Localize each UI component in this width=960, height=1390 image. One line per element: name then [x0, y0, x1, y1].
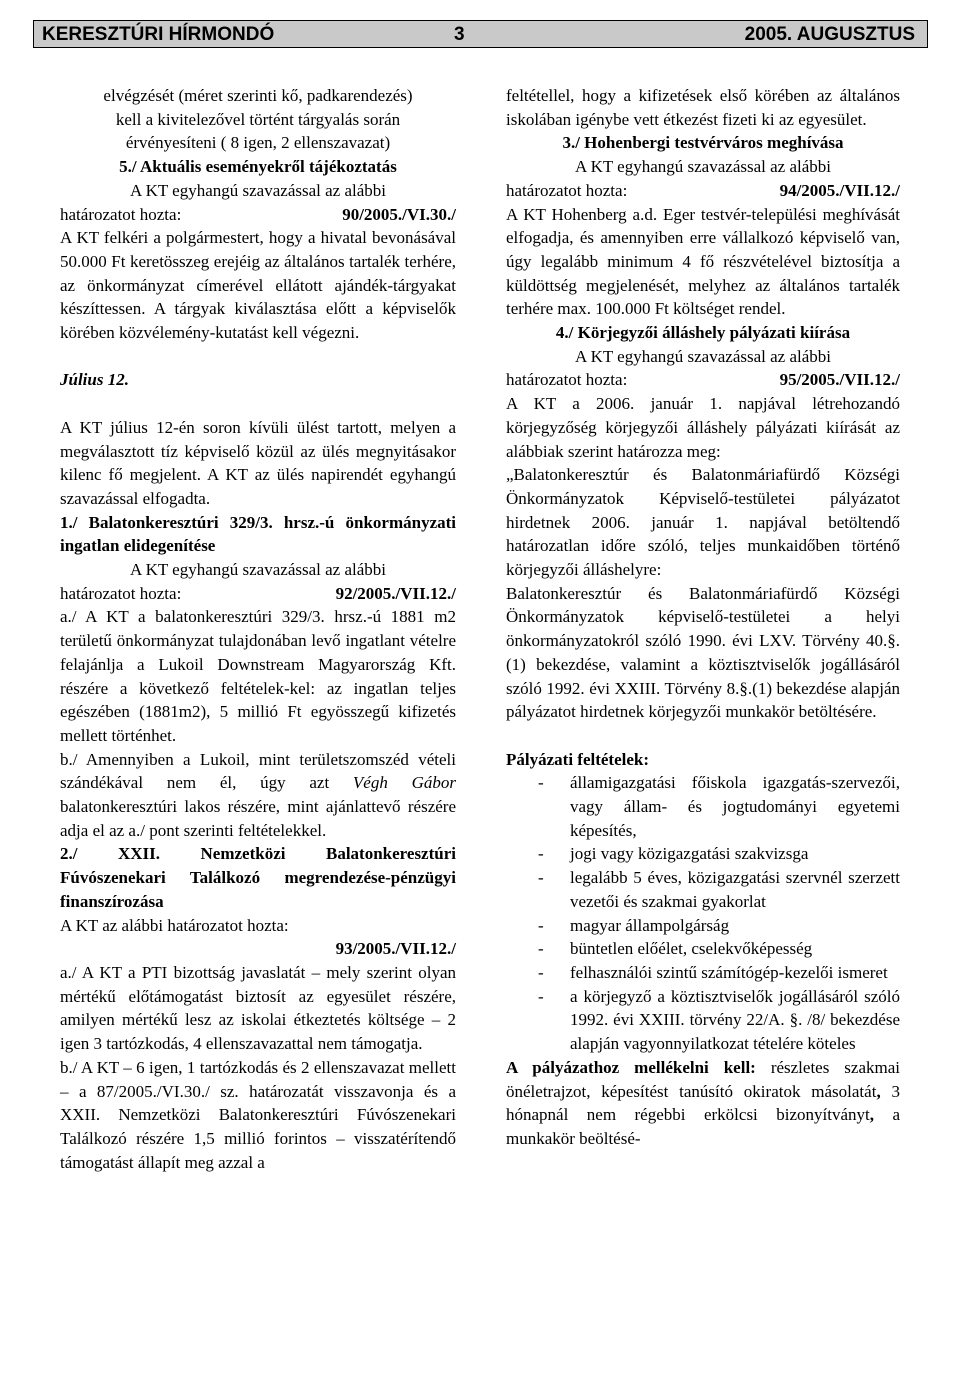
resolution-intro: A KT az alábbi határozatot hozta:	[60, 915, 289, 935]
resolution-line	[60, 203, 456, 227]
paragraph: A KT július 12-én soron kívüli ülést tartott, melyen a megválasztott tíz képviselő közül az ülés megnyitásakor kilenc fő megjelent. A KT az ülés napirendét egyhangú szavazással elfogadta.	[60, 417, 456, 508]
list-item: - büntetlen előélet, cselekvőképesség	[538, 939, 813, 959]
paragraph: „Balatonkeresztúr és Balatonmáriafürdő Községi Önkormányzatok Képviselő-testületei pályázatot hirdetnek 2006. január 1. napjával betöltendő határozatlan időre szóló, teljes munkaidőben történő körjegyzői álláshelyre:	[506, 465, 900, 580]
resolution-intro: A KT egyhangú szavazással az alábbi	[129, 560, 386, 580]
section-heading: 4./ Körjegyzői álláshely pályázati kiírása	[555, 323, 851, 343]
resolution-intro: A KT egyhangú szavazással az alábbi	[574, 157, 831, 177]
paragraph: a./ A KT a PTI bizottság javaslatát – mely szerint olyan mértékű előtámogatást biztosít az egyesület részére, amilyen mértékű lesz az iskolai étkeztetés költsége – 2 igen 3 tartózkodás, 4 ellenszavazattal nem támogatja.	[60, 962, 456, 1054]
resolution-intro: A KT egyhangú szavazással az alábbi	[129, 180, 386, 200]
list-item: - magyar állampolgárság	[538, 915, 730, 935]
conditions-list	[506, 771, 900, 1055]
right-column	[506, 84, 900, 1151]
resolution-label: határozatot hozta:	[506, 180, 628, 200]
page-number: 3	[454, 24, 465, 45]
date-heading: Július 12.	[60, 370, 129, 390]
section-heading: 5./ Aktuális eseményekről tájékoztatás	[119, 157, 397, 177]
resolution-number: 92/2005./VII.12./	[335, 583, 456, 603]
resolution-line	[506, 179, 900, 203]
paragraph: A KT felkéri a polgármestert, hogy a hivatal bevonásával 50.000 Ft keretösszeg erejéig az általános tartalék terhére, az önkormányzat címerével ellátott ajándék-tárgyakat készíttessen. A tárgyak kiválasztása előtt a képviselők körében közvélemény-kutatást kell végezni.	[60, 228, 456, 343]
resolution-intro: A KT egyhangú szavazással az alábbi	[574, 346, 831, 366]
list-item: - államigazgatási főiskola igazgatás-szervezői, vagy állam- és jogtudományi egyetemi képesítés,	[538, 773, 900, 840]
paragraph: a./ A KT a balatonkeresztúri 329/3. hrsz.-ú 1881 m2 területű önkormányzat tulajdonában levő ingatlant vételre felajánlja a Lukoil Downstream Magyarország Kft. részére a következő feltételek-kel: az ingatlan teljes egészében (1881m2), 5 millió Ft egyösszegű kifizetés mellett történhet.	[60, 607, 456, 745]
resolution-number: 93/2005./VII.12./	[335, 939, 456, 959]
paragraph: kell a kivitelezővel történt tárgyalás során	[115, 109, 401, 129]
attachments-paragraph: A pályázathoz mellékelni kell: részletes szakmai önéletrajzot, képesítést tanúsító okiratok másolatát, 3 hónapnál nem régebbi erkölcsi bizonyítványt, a munkakör beöltésé-	[506, 1057, 901, 1148]
conditions-heading: Pályázati feltételek:	[506, 749, 650, 769]
list-item: - a körjegyző a köztisztviselők jogállásáról szóló 1992. évi XXIII. törvény 22/A. §. /8/ bekezdése alapján vagyonnyilatkozat tételére köteles	[538, 986, 900, 1054]
resolution-label: határozatot hozta:	[506, 370, 628, 390]
resolution-number: 90/2005./VI.30./	[342, 204, 456, 224]
issue-date: 2005. AUGUSZTUS	[744, 24, 915, 45]
section-heading: 3./ Hohenbergi testvérváros meghívása	[562, 133, 844, 153]
list-item: - jogi vagy közigazgatási szakvizsga	[538, 844, 809, 864]
list-item: - felhasználói szintű számítógép-kezelői ismeret	[538, 963, 888, 982]
resolution-label: határozatot hozta:	[60, 204, 182, 224]
list-item: - legalább 5 éves, közigazgatási szervnél szerzett vezetői és szakmai gyakorlat	[538, 868, 900, 911]
newsletter-header	[33, 20, 928, 48]
paragraph: A KT a 2006. január 1. napjával létrehozandó körjegyzőség körjegyzői álláshely pályázati kiírását az alábbiak szerint határozza meg:	[506, 394, 900, 461]
left-column	[60, 84, 456, 1174]
resolution-number: 94/2005./VII.12./	[779, 180, 900, 200]
paragraph: elvégzését (méret szerinti kő, padkarendezés)	[103, 86, 413, 105]
paragraph: b./ A KT – 6 igen, 1 tartózkodás és 2 ellenszavazat mellett – a 87/2005./VI.30./ sz. határozatát visszavonja és a XXII. Nemzetközi Balatonkeresztúri Fúvószenekari Találkozó részére 1,5 millió forintos – visszatérítendő támogatást állapít meg azzal a	[60, 1057, 456, 1172]
resolution-number: 95/2005./VII.12./	[779, 370, 900, 390]
resolution-line	[506, 368, 900, 392]
section-heading: 2./ XXII. Nemzetközi Balatonkeresztúri Fúvószenekari Találkozó megrendezése-pénzügyi finanszírozása	[60, 844, 456, 911]
paragraph: Balatonkeresztúr és Balatonmáriafürdő Községi Önkormányzatok képviselő-testületei a helyi önkormányzatokról szóló 1990. évi LXV. Törvény 40.§.(1) bekezdése, valamint a köztisztviselők jogállásáról szóló 1992. évi XXIII. Törvény 8.§.(1) bekezdése alapján pályázatot hirdetnek körjegyzői munkakör betöltésére.	[506, 583, 900, 722]
paragraph: feltétellel, hogy a kifizetések első körében az általános iskolában igénybe vett étkezést fizeti ki az egyesület.	[506, 86, 900, 129]
resolution-label: határozatot hozta:	[60, 583, 182, 603]
person-name: Végh Gábor	[352, 773, 456, 793]
publication-title: KERESZTÚRI HÍRMONDÓ	[42, 24, 275, 45]
paragraph: érvényesíteni ( 8 igen, 2 ellenszavazat)	[125, 133, 391, 153]
resolution-line	[60, 582, 456, 606]
paragraph: b./ Amennyiben a Lukoil, mint területszomszéd vételi szándékával nem él, úgy azt Végh Gábor balatonkeresztúri lakos részére, mint ajánlattevő részére adja el az a./ pont szerinti feltételekkel.	[60, 749, 456, 840]
section-heading: 1./ Balatonkeresztúri 329/3. hrsz.-ú önkormányzati ingatlan elidegenítése	[60, 512, 456, 556]
paragraph: A KT Hohenberg a.d. Eger testvér-települési meghívását elfogadja, és amennyiben erre vállalkozó képviselő van, úgy legalább minimum 4 fő részvételével biztosítja a küldöttség megjelenését, melyhez az általános tartalék terhére max. 100.000 Ft költséget rendel.	[506, 204, 900, 319]
